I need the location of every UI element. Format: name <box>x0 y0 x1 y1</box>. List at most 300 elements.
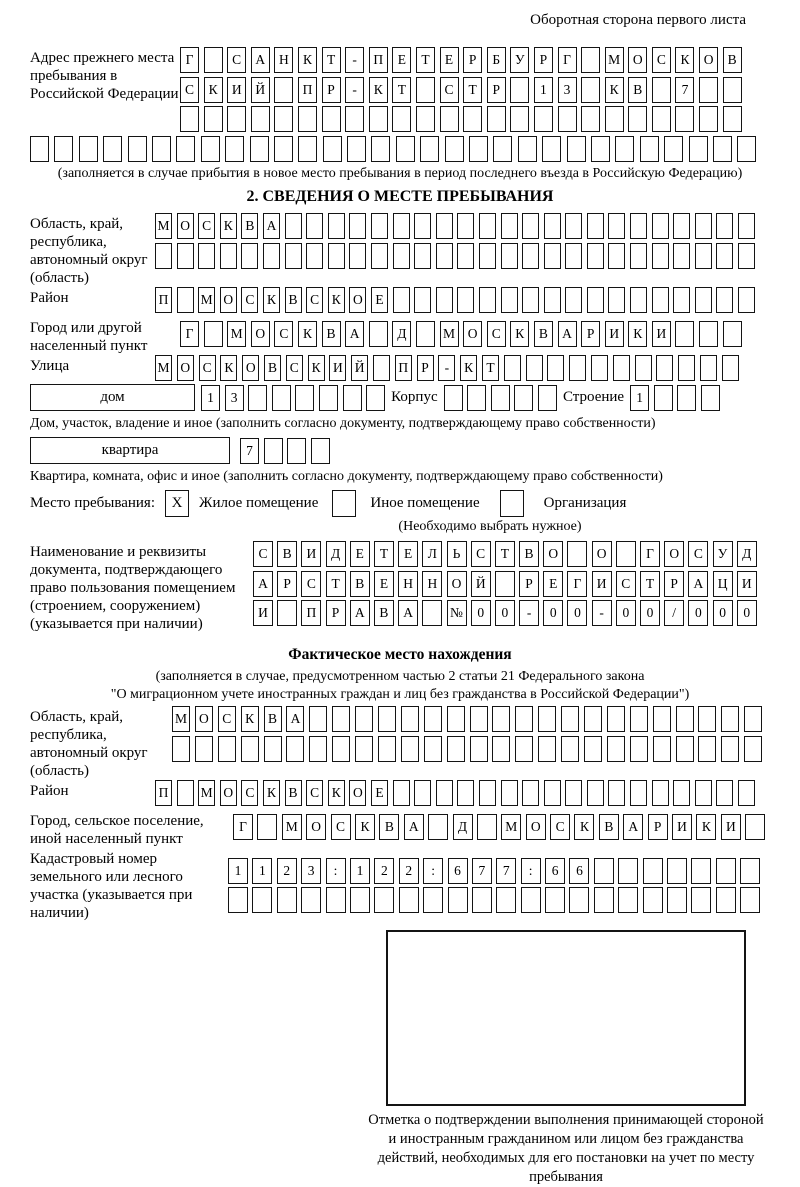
char-cell[interactable] <box>479 243 496 269</box>
char-cell[interactable] <box>514 385 533 411</box>
char-cell[interactable] <box>721 706 739 732</box>
char-cell[interactable]: 1 <box>630 385 649 411</box>
char-cell[interactable] <box>522 287 539 313</box>
char-cell[interactable]: П <box>395 355 412 381</box>
char-cell[interactable]: В <box>519 541 539 567</box>
char-cell[interactable] <box>298 136 317 162</box>
char-cell[interactable] <box>393 243 410 269</box>
char-cell[interactable]: М <box>501 814 521 840</box>
char-cell[interactable]: Г <box>233 814 253 840</box>
char-cell[interactable]: К <box>328 287 345 313</box>
char-cell[interactable]: А <box>398 600 418 626</box>
char-cell[interactable] <box>547 355 564 381</box>
char-cell[interactable] <box>428 814 448 840</box>
char-cell[interactable]: Г <box>180 321 199 347</box>
checkbox-other-premises[interactable] <box>332 490 356 517</box>
char-cell[interactable] <box>510 106 529 132</box>
char-cell[interactable]: С <box>199 355 216 381</box>
char-cell[interactable] <box>587 287 604 313</box>
char-cell[interactable]: С <box>301 571 321 597</box>
char-cell[interactable]: К <box>263 780 280 806</box>
char-cell[interactable] <box>401 736 419 762</box>
char-cell[interactable]: М <box>282 814 302 840</box>
char-cell[interactable] <box>526 355 543 381</box>
char-cell[interactable]: А <box>623 814 643 840</box>
char-cell[interactable]: Т <box>322 47 341 73</box>
char-cell[interactable] <box>716 213 733 239</box>
char-cell[interactable] <box>738 243 755 269</box>
char-cell[interactable]: К <box>355 814 375 840</box>
char-cell[interactable] <box>350 887 370 913</box>
char-cell[interactable]: С <box>274 321 293 347</box>
char-cell[interactable] <box>264 736 282 762</box>
char-cell[interactable] <box>677 385 696 411</box>
char-cell[interactable] <box>510 77 529 103</box>
char-cell[interactable] <box>401 706 419 732</box>
char-cell[interactable] <box>420 136 439 162</box>
char-cell[interactable]: О <box>306 814 326 840</box>
char-cell[interactable] <box>678 355 695 381</box>
char-cell[interactable] <box>643 858 663 884</box>
char-cell[interactable] <box>501 243 518 269</box>
char-cell[interactable]: 0 <box>471 600 491 626</box>
char-cell[interactable] <box>79 136 98 162</box>
char-cell[interactable]: Т <box>374 541 394 567</box>
char-cell[interactable]: И <box>329 355 346 381</box>
char-cell[interactable] <box>521 887 541 913</box>
char-cell[interactable] <box>699 321 718 347</box>
char-cell[interactable] <box>565 213 582 239</box>
char-cell[interactable] <box>673 780 690 806</box>
char-cell[interactable] <box>155 243 172 269</box>
char-cell[interactable] <box>515 736 533 762</box>
char-cell[interactable]: И <box>737 571 757 597</box>
char-cell[interactable] <box>436 287 453 313</box>
char-cell[interactable] <box>277 887 297 913</box>
char-cell[interactable] <box>652 780 669 806</box>
char-cell[interactable]: Д <box>737 541 757 567</box>
char-cell[interactable]: И <box>253 600 273 626</box>
char-cell[interactable] <box>689 136 708 162</box>
char-cell[interactable] <box>309 736 327 762</box>
char-cell[interactable]: С <box>652 47 671 73</box>
char-cell[interactable]: М <box>155 355 172 381</box>
char-cell[interactable] <box>565 287 582 313</box>
char-cell[interactable]: О <box>526 814 546 840</box>
char-cell[interactable] <box>640 136 659 162</box>
char-cell[interactable]: К <box>220 355 237 381</box>
char-cell[interactable] <box>581 77 600 103</box>
char-cell[interactable]: Р <box>487 77 506 103</box>
char-cell[interactable] <box>128 136 147 162</box>
char-cell[interactable] <box>416 321 435 347</box>
char-cell[interactable]: К <box>263 287 280 313</box>
char-cell[interactable] <box>518 136 537 162</box>
char-cell[interactable] <box>227 106 246 132</box>
char-cell[interactable] <box>416 77 435 103</box>
char-cell[interactable] <box>469 136 488 162</box>
char-cell[interactable] <box>738 780 755 806</box>
char-cell[interactable]: Н <box>274 47 293 73</box>
char-cell[interactable] <box>355 736 373 762</box>
char-cell[interactable] <box>737 136 756 162</box>
char-cell[interactable]: К <box>308 355 325 381</box>
char-cell[interactable] <box>152 136 171 162</box>
char-cell[interactable] <box>241 243 258 269</box>
char-cell[interactable]: Р <box>322 77 341 103</box>
char-cell[interactable] <box>744 736 762 762</box>
char-cell[interactable] <box>738 213 755 239</box>
char-cell[interactable] <box>479 213 496 239</box>
char-cell[interactable] <box>393 780 410 806</box>
char-cell[interactable] <box>581 106 600 132</box>
char-cell[interactable] <box>263 243 280 269</box>
char-cell[interactable] <box>656 355 673 381</box>
char-cell[interactable] <box>393 213 410 239</box>
char-cell[interactable] <box>414 213 431 239</box>
char-cell[interactable]: Р <box>277 571 297 597</box>
char-cell[interactable] <box>607 706 625 732</box>
char-cell[interactable]: 3 <box>301 858 321 884</box>
char-cell[interactable]: О <box>220 287 237 313</box>
char-cell[interactable] <box>414 287 431 313</box>
char-cell[interactable] <box>630 243 647 269</box>
char-cell[interactable]: И <box>592 571 612 597</box>
char-cell[interactable]: : <box>423 858 443 884</box>
char-cell[interactable] <box>301 887 321 913</box>
char-cell[interactable] <box>538 706 556 732</box>
char-cell[interactable] <box>416 106 435 132</box>
char-cell[interactable] <box>274 106 293 132</box>
house-box-label[interactable]: дом <box>30 384 195 411</box>
char-cell[interactable]: М <box>605 47 624 73</box>
char-cell[interactable] <box>448 887 468 913</box>
char-cell[interactable] <box>295 385 314 411</box>
char-cell[interactable]: П <box>155 287 172 313</box>
char-cell[interactable]: О <box>628 47 647 73</box>
char-cell[interactable] <box>436 780 453 806</box>
char-cell[interactable]: У <box>510 47 529 73</box>
char-cell[interactable] <box>306 243 323 269</box>
char-cell[interactable] <box>615 136 634 162</box>
char-cell[interactable] <box>695 243 712 269</box>
char-cell[interactable] <box>630 780 647 806</box>
char-cell[interactable] <box>676 736 694 762</box>
char-cell[interactable]: Е <box>398 541 418 567</box>
char-cell[interactable]: Й <box>351 355 368 381</box>
char-cell[interactable]: 2 <box>277 858 297 884</box>
char-cell[interactable] <box>285 243 302 269</box>
char-cell[interactable]: К <box>510 321 529 347</box>
char-cell[interactable] <box>565 243 582 269</box>
char-cell[interactable]: В <box>264 706 282 732</box>
char-cell[interactable] <box>177 287 194 313</box>
char-cell[interactable]: Н <box>422 571 442 597</box>
char-cell[interactable] <box>613 355 630 381</box>
char-cell[interactable] <box>569 355 586 381</box>
char-cell[interactable]: Р <box>417 355 434 381</box>
char-cell[interactable]: В <box>599 814 619 840</box>
char-cell[interactable] <box>373 355 390 381</box>
char-cell[interactable] <box>569 887 589 913</box>
char-cell[interactable] <box>457 243 474 269</box>
char-cell[interactable]: К <box>298 47 317 73</box>
char-cell[interactable]: Ц <box>713 571 733 597</box>
char-cell[interactable] <box>618 858 638 884</box>
char-cell[interactable]: / <box>664 600 684 626</box>
char-cell[interactable] <box>493 136 512 162</box>
char-cell[interactable]: Е <box>392 47 411 73</box>
char-cell[interactable] <box>286 736 304 762</box>
char-cell[interactable]: Т <box>326 571 346 597</box>
checkbox-organization[interactable] <box>500 490 524 517</box>
char-cell[interactable] <box>447 706 465 732</box>
char-cell[interactable]: И <box>605 321 624 347</box>
char-cell[interactable] <box>323 136 342 162</box>
char-cell[interactable]: С <box>471 541 491 567</box>
char-cell[interactable] <box>264 438 283 464</box>
char-cell[interactable] <box>366 385 385 411</box>
char-cell[interactable] <box>423 887 443 913</box>
char-cell[interactable]: В <box>374 600 394 626</box>
char-cell[interactable] <box>584 736 602 762</box>
char-cell[interactable]: 1 <box>350 858 370 884</box>
char-cell[interactable] <box>225 136 244 162</box>
char-cell[interactable] <box>716 858 736 884</box>
char-cell[interactable]: 1 <box>228 858 248 884</box>
char-cell[interactable] <box>722 355 739 381</box>
char-cell[interactable]: К <box>696 814 716 840</box>
char-cell[interactable] <box>440 106 459 132</box>
char-cell[interactable] <box>274 77 293 103</box>
char-cell[interactable] <box>544 287 561 313</box>
char-cell[interactable] <box>172 736 190 762</box>
char-cell[interactable]: С <box>227 47 246 73</box>
char-cell[interactable] <box>652 243 669 269</box>
char-cell[interactable] <box>695 213 712 239</box>
char-cell[interactable] <box>587 213 604 239</box>
char-cell[interactable] <box>378 706 396 732</box>
char-cell[interactable]: В <box>241 213 258 239</box>
char-cell[interactable]: М <box>440 321 459 347</box>
char-cell[interactable] <box>201 136 220 162</box>
char-cell[interactable] <box>414 780 431 806</box>
char-cell[interactable]: С <box>616 571 636 597</box>
char-cell[interactable] <box>496 887 516 913</box>
char-cell[interactable] <box>371 243 388 269</box>
char-cell[interactable]: 7 <box>675 77 694 103</box>
char-cell[interactable]: Р <box>664 571 684 597</box>
char-cell[interactable] <box>463 106 482 132</box>
char-cell[interactable] <box>436 243 453 269</box>
char-cell[interactable] <box>176 136 195 162</box>
char-cell[interactable]: К <box>241 706 259 732</box>
char-cell[interactable] <box>652 77 671 103</box>
char-cell[interactable]: К <box>204 77 223 103</box>
char-cell[interactable] <box>744 706 762 732</box>
char-cell[interactable] <box>545 887 565 913</box>
char-cell[interactable] <box>699 106 718 132</box>
char-cell[interactable]: 7 <box>240 438 259 464</box>
char-cell[interactable]: В <box>277 541 297 567</box>
char-cell[interactable] <box>492 706 510 732</box>
char-cell[interactable] <box>653 706 671 732</box>
char-cell[interactable] <box>422 600 442 626</box>
char-cell[interactable]: С <box>180 77 199 103</box>
char-cell[interactable] <box>675 106 694 132</box>
char-cell[interactable]: С <box>688 541 708 567</box>
char-cell[interactable] <box>274 136 293 162</box>
char-cell[interactable] <box>195 736 213 762</box>
char-cell[interactable]: Т <box>482 355 499 381</box>
char-cell[interactable]: - <box>519 600 539 626</box>
char-cell[interactable]: 0 <box>495 600 515 626</box>
char-cell[interactable]: Р <box>463 47 482 73</box>
char-cell[interactable]: - <box>345 77 364 103</box>
char-cell[interactable] <box>723 106 742 132</box>
char-cell[interactable] <box>309 706 327 732</box>
char-cell[interactable] <box>204 47 223 73</box>
char-cell[interactable] <box>218 736 236 762</box>
char-cell[interactable] <box>241 736 259 762</box>
char-cell[interactable]: Л <box>422 541 442 567</box>
char-cell[interactable]: Е <box>374 571 394 597</box>
char-cell[interactable] <box>561 736 579 762</box>
char-cell[interactable] <box>177 243 194 269</box>
char-cell[interactable] <box>355 706 373 732</box>
char-cell[interactable]: А <box>253 571 273 597</box>
char-cell[interactable] <box>436 213 453 239</box>
char-cell[interactable] <box>457 213 474 239</box>
char-cell[interactable] <box>522 243 539 269</box>
char-cell[interactable] <box>374 887 394 913</box>
char-cell[interactable] <box>675 321 694 347</box>
char-cell[interactable]: Р <box>581 321 600 347</box>
char-cell[interactable] <box>584 706 602 732</box>
char-cell[interactable]: В <box>534 321 553 347</box>
char-cell[interactable] <box>392 106 411 132</box>
char-cell[interactable] <box>699 77 718 103</box>
char-cell[interactable]: С <box>286 355 303 381</box>
char-cell[interactable] <box>630 213 647 239</box>
char-cell[interactable]: Б <box>487 47 506 73</box>
char-cell[interactable] <box>487 106 506 132</box>
char-cell[interactable]: С <box>198 213 215 239</box>
char-cell[interactable]: 0 <box>543 600 563 626</box>
char-cell[interactable]: П <box>369 47 388 73</box>
char-cell[interactable]: А <box>350 600 370 626</box>
char-cell[interactable] <box>319 385 338 411</box>
char-cell[interactable]: Т <box>463 77 482 103</box>
char-cell[interactable] <box>695 287 712 313</box>
char-cell[interactable]: С <box>487 321 506 347</box>
char-cell[interactable] <box>369 106 388 132</box>
char-cell[interactable]: Е <box>350 541 370 567</box>
char-cell[interactable] <box>306 213 323 239</box>
char-cell[interactable]: 3 <box>558 77 577 103</box>
char-cell[interactable]: А <box>688 571 708 597</box>
char-cell[interactable] <box>652 213 669 239</box>
char-cell[interactable]: К <box>460 355 477 381</box>
char-cell[interactable] <box>544 780 561 806</box>
char-cell[interactable]: 7 <box>472 858 492 884</box>
char-cell[interactable]: Г <box>640 541 660 567</box>
char-cell[interactable]: 7 <box>496 858 516 884</box>
char-cell[interactable] <box>504 355 521 381</box>
char-cell[interactable] <box>248 385 267 411</box>
char-cell[interactable] <box>608 243 625 269</box>
char-cell[interactable]: 3 <box>225 385 244 411</box>
char-cell[interactable] <box>470 706 488 732</box>
char-cell[interactable]: П <box>298 77 317 103</box>
char-cell[interactable]: А <box>286 706 304 732</box>
char-cell[interactable]: Т <box>640 571 660 597</box>
char-cell[interactable] <box>501 287 518 313</box>
char-cell[interactable] <box>467 385 486 411</box>
char-cell[interactable] <box>716 887 736 913</box>
char-cell[interactable]: Р <box>648 814 668 840</box>
char-cell[interactable] <box>371 213 388 239</box>
char-cell[interactable] <box>581 47 600 73</box>
char-cell[interactable]: И <box>672 814 692 840</box>
char-cell[interactable]: 1 <box>252 858 272 884</box>
char-cell[interactable] <box>326 887 346 913</box>
char-cell[interactable] <box>479 287 496 313</box>
char-cell[interactable]: К <box>605 77 624 103</box>
char-cell[interactable] <box>608 780 625 806</box>
char-cell[interactable] <box>228 887 248 913</box>
char-cell[interactable] <box>673 287 690 313</box>
char-cell[interactable] <box>716 243 733 269</box>
char-cell[interactable]: 6 <box>545 858 565 884</box>
char-cell[interactable] <box>567 541 587 567</box>
char-cell[interactable] <box>738 287 755 313</box>
char-cell[interactable]: Т <box>416 47 435 73</box>
char-cell[interactable]: С <box>306 780 323 806</box>
char-cell[interactable] <box>534 106 553 132</box>
char-cell[interactable]: С <box>241 780 258 806</box>
char-cell[interactable] <box>630 706 648 732</box>
char-cell[interactable]: 6 <box>448 858 468 884</box>
char-cell[interactable] <box>332 706 350 732</box>
char-cell[interactable]: О <box>463 321 482 347</box>
char-cell[interactable]: Й <box>251 77 270 103</box>
char-cell[interactable] <box>445 136 464 162</box>
char-cell[interactable] <box>457 780 474 806</box>
char-cell[interactable]: М <box>227 321 246 347</box>
char-cell[interactable]: 0 <box>616 600 636 626</box>
char-cell[interactable]: К <box>298 321 317 347</box>
char-cell[interactable] <box>347 136 366 162</box>
char-cell[interactable]: 2 <box>399 858 419 884</box>
char-cell[interactable] <box>251 106 270 132</box>
char-cell[interactable]: А <box>404 814 424 840</box>
char-cell[interactable] <box>204 106 223 132</box>
char-cell[interactable]: С <box>550 814 570 840</box>
char-cell[interactable]: В <box>264 355 281 381</box>
char-cell[interactable]: : <box>521 858 541 884</box>
char-cell[interactable] <box>332 736 350 762</box>
char-cell[interactable] <box>378 736 396 762</box>
char-cell[interactable]: М <box>155 213 172 239</box>
char-cell[interactable] <box>654 385 673 411</box>
char-cell[interactable] <box>522 213 539 239</box>
char-cell[interactable] <box>676 706 694 732</box>
char-cell[interactable]: К <box>675 47 694 73</box>
char-cell[interactable] <box>544 213 561 239</box>
char-cell[interactable]: П <box>155 780 172 806</box>
char-cell[interactable]: К <box>369 77 388 103</box>
